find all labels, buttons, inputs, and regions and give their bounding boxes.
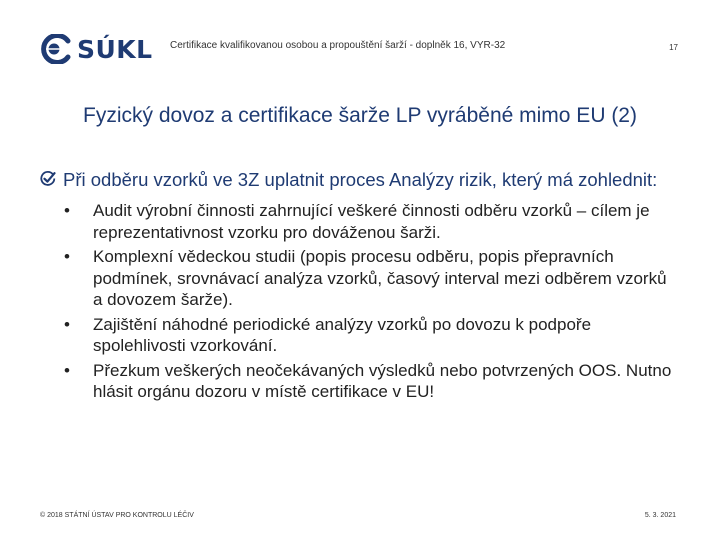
logo-text: SÚKL [77,34,153,64]
footer-copyright: © 2018 STÁTNÍ ÚSTAV PRO KONTROLU LÉČIV [40,512,194,519]
lead-text: Při odběru vzorků ve 3Z uplatnit proces Analýzy rizik, který má zohlednit: [63,169,658,190]
bullet-text: Přezkum veškerých neočekávaných výsledků nebo potvrzených OOS. Nutno hlásit orgánu dozoru v místě certifikace v EU! [93,360,672,401]
list-item [40,360,680,403]
bullet-marker: • [64,314,70,334]
sukl-logo [38,34,153,64]
list-item [40,200,680,243]
bullet-marker: • [64,360,70,380]
lead-paragraph [40,168,680,191]
sukl-logo-icon [38,34,72,64]
footer-date: 5. 3. 2021 [644,512,676,519]
bullet-marker: • [64,201,70,220]
slide-title: Fyzický dovoz a certifikace šarže LP vyráběné mimo EU (2) [83,104,637,127]
list-item [40,314,680,357]
bullet-list [40,200,680,403]
bullet-text: Komplexní vědeckou studii (popis procesu odběru, popis přepravních podmínek, srovnávací analýza vzorků, časový interval mezi odběrem vzorků a dovozem šarže). [93,247,667,309]
checkmark-icon [40,171,56,187]
slide-content [40,168,680,406]
list-item [40,246,680,311]
bullet-text: Audit výrobní činnosti zahrnující veškeré činnosti odběru vzorků – cílem je reprezentativnost vzorku pro dováženou šarži. [93,201,650,242]
bullet-text: Zajištění náhodné periodické analýzy vzorků po dovozu k podpoře spolehlivosti vzorkování. [93,314,592,355]
bullet-marker: • [64,247,70,266]
page-number: 17 [669,43,678,52]
presentation-title: Certifikace kvalifikovanou osobou a propouštění šarží - doplněk 16, VYR-32 [170,40,506,51]
